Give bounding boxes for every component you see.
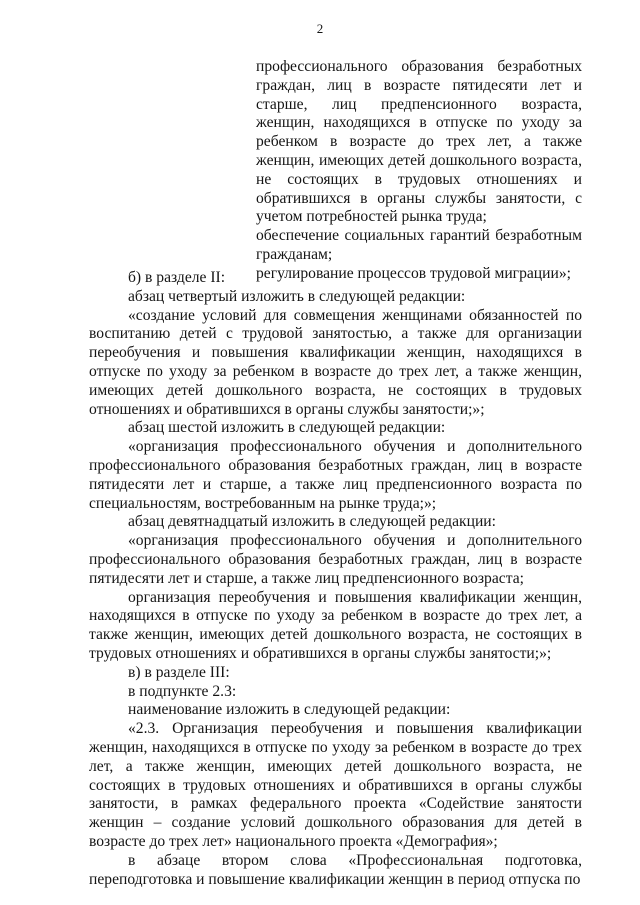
paragraph: абзац шестой изложить в следующей редакции: [128, 419, 446, 437]
paragraph: регулирование процессов трудовой миграции»; [256, 264, 571, 282]
paragraph: «организация профессионального обучения и дополнительного профессионального образования безработных граждан, лиц в возрасте пятидесяти лет и старше, а также лиц предпенсионного возраста; [89, 532, 582, 587]
paragraph: абзац девятнадцатый изложить в следующей редакции: [128, 513, 496, 531]
paragraph: «2.3. Организация переобучения и повышения квалификации женщин, находящихся в отпуске по уходу за ребенком в возрасте до трех лет, а также женщин, имеющих детей дошкольного возраста, не состоящих в трудовых отношениях и обратившихся в органы службы занятости, в рамках федерального проекта «Содействие занятости женщин – создание условий дошкольного образования для детей в возрасте до трех лет» национального проекта «Демография»; [89, 720, 582, 850]
paragraph: б) в разделе II: [128, 269, 226, 286]
main-text [89, 269, 582, 889]
paragraph: «организация профессионального обучения и дополнительного профессионального образования безработных граждан, лиц в возрасте пятидесяти лет и старше, а также лиц предпенсионного возраста по специальностям, востребованным на рынке труда;»; [89, 438, 582, 512]
page-number: 2 [316, 21, 324, 36]
paragraph: обеспечение социальных гарантий безработным гражданам; [256, 227, 582, 263]
paragraph: профессионального образования безработных граждан, лиц в возрасте пятидесяти лет и старше, лиц предпенсионного возраста, женщин, находящихся в отпуске по уходу за ребенком в возрасте до трех лет, а также женщин, имеющих детей дошкольного возраста, не состоящих в трудовых отношениях и обратившихся в органы службы занятости, с учетом потребностей рынка труда; [256, 58, 582, 226]
paragraph: организация переобучения и повышения квалификации женщин, находящихся в отпуске по уходу за ребенком в возрасте до трех лет, а также женщин, имеющих детей дошкольного возраста, не состоящих в трудовых отношениях и обратившихся в органы службы занятости;»; [89, 588, 582, 662]
paragraph: в подпункте 2.3: [128, 682, 237, 700]
indented-continuation [256, 58, 582, 284]
paragraph: наименование изложить в следующей редакции: [128, 701, 451, 719]
paragraph: «создание условий для совмещения женщинами обязанностей по воспитанию детей с трудовой занятостью, а также для организации переобучения и повышения квалификации женщин, находящихся в отпуске по уходу за ребенком в возрасте до трех лет, а также женщин, имеющих детей дошкольного возраста, не состоящих в трудовых отношениях и обратившихся в органы службы занятости;»; [89, 306, 582, 418]
paragraph: в) в разделе III: [128, 663, 230, 681]
paragraph: в абзаце втором слова «Профессиональная подготовка, переподготовка и повышение квалификации женщин в период отпуска по [89, 851, 582, 888]
paragraph: абзац четвертый изложить в следующей редакции: [128, 287, 466, 305]
